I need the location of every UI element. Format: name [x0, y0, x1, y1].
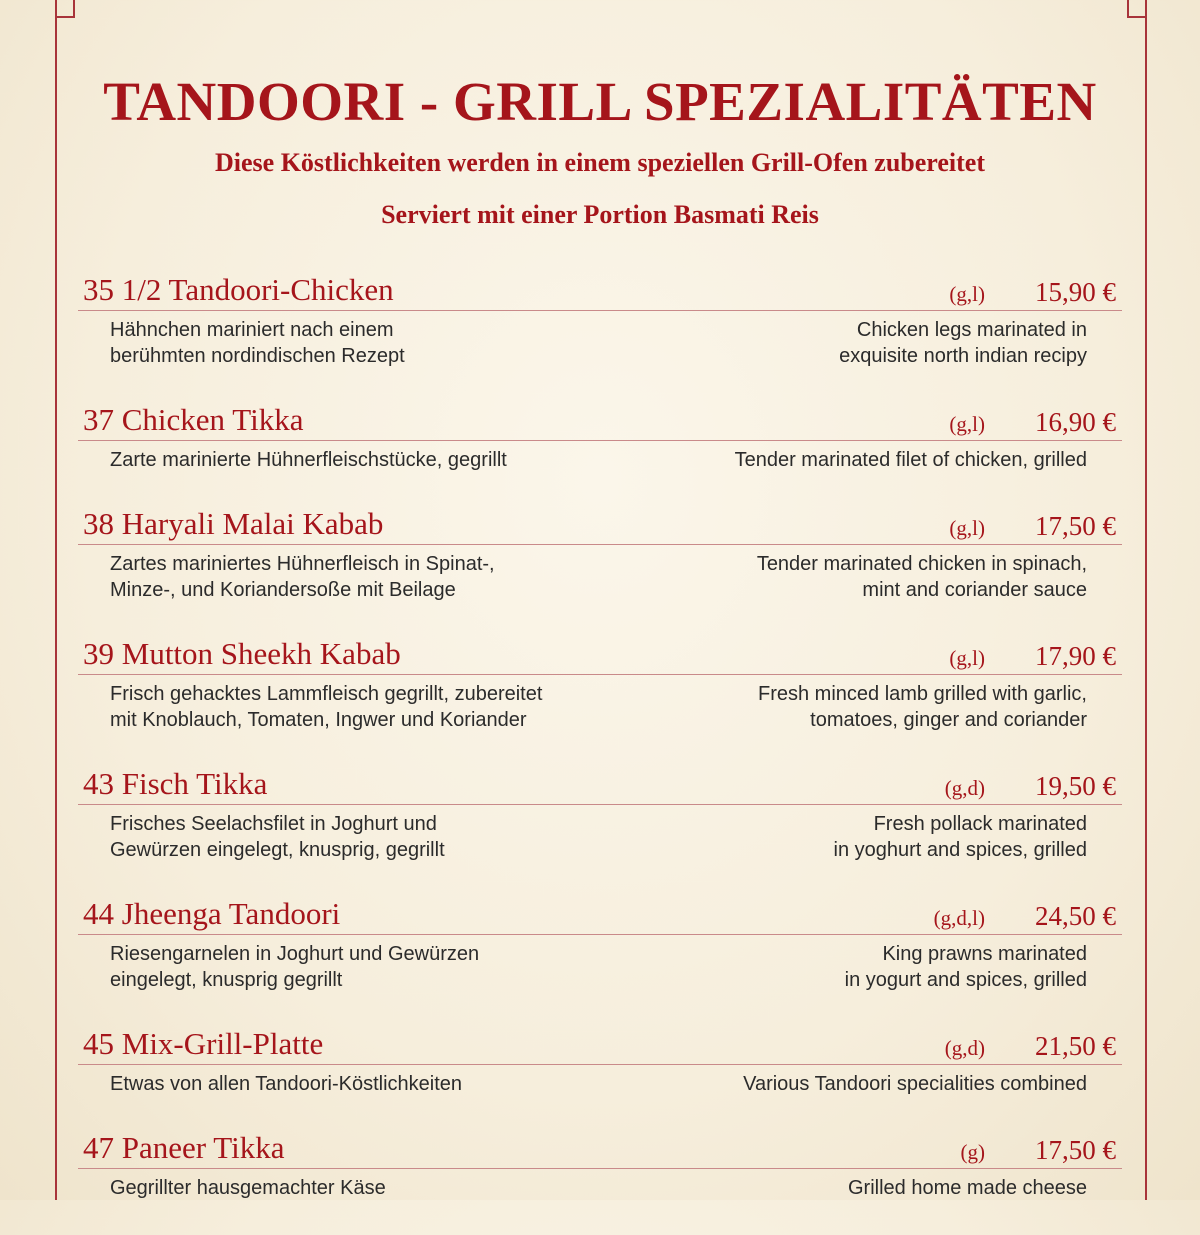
menu-item-description — [78, 1071, 1122, 1131]
menu-item-price: 21,50 € — [1035, 1031, 1116, 1061]
menu-item-paneer-tikka — [78, 1130, 1122, 1235]
menu-item-description-english: Fresh pollack marinated in yoghurt and spices, grilled — [833, 813, 1087, 861]
menu-item-tandoori-chicken — [78, 272, 1122, 377]
frame-corner-left — [55, 0, 75, 18]
menu-item-header — [78, 402, 1122, 441]
menu-item-description — [78, 551, 1122, 611]
menu-item-description — [78, 811, 1122, 871]
menu-item-description-german: Frisches Seelachsfilet in Joghurt und Gewürzen eingelegt, knusprig, gegrillt — [110, 813, 445, 861]
menu-subtitle-preparation: Diese Köstlichkeiten werden in einem speziellen Grill-Ofen zubereitet — [215, 148, 985, 177]
menu-item-description-german: Gegrillter hausgemachter Käse — [110, 1177, 386, 1199]
menu-item-description-english: Chicken legs marinated in exquisite north indian recipy — [839, 319, 1087, 367]
menu-item-description-english: Various Tandoori specialities combined — [743, 1073, 1087, 1095]
menu-item-description-german: Zarte marinierte Hühnerfleischstücke, gegrillt — [110, 449, 507, 471]
menu-item-price: 16,90 € — [1035, 407, 1116, 437]
menu-item-name: 47 Paneer Tikka — [83, 1130, 285, 1165]
menu-item-mix-grill-platte — [78, 1026, 1122, 1131]
frame-border-left — [55, 0, 57, 1200]
menu-item-name: 45 Mix-Grill-Platte — [83, 1026, 324, 1061]
menu-item-description — [78, 317, 1122, 377]
menu-item-allergens: (g,l) — [949, 412, 985, 436]
menu-item-allergens: (g,d) — [944, 776, 985, 800]
menu-item-name: 35 1/2 Tandoori-Chicken — [83, 272, 394, 307]
menu-item-price: 17,50 € — [1035, 511, 1116, 541]
menu-item-description-english: Grilled home made cheese — [847, 1177, 1087, 1199]
menu-item-allergens: (g,l) — [949, 282, 985, 306]
menu-item-price: 17,50 € — [1035, 1135, 1116, 1165]
menu-item-name: 39 Mutton Sheekh Kabab — [83, 636, 401, 671]
menu-item-allergens: (g) — [960, 1140, 985, 1164]
menu-item-description-english: King prawns marinated in yogurt and spices, grilled — [844, 943, 1087, 991]
menu-item-name: 43 Fisch Tikka — [83, 766, 268, 801]
menu-item-mutton-sheekh-kabab — [78, 636, 1122, 741]
menu-item-fisch-tikka — [78, 766, 1122, 871]
menu-item-price: 17,90 € — [1035, 641, 1116, 671]
menu-item-description — [78, 681, 1122, 741]
menu-item-allergens: (g,d,l) — [933, 906, 985, 930]
menu-item-description-german: Riesengarnelen in Joghurt und Gewürzen eingelegt, knusprig gegrillt — [110, 943, 480, 991]
menu-item-price: 15,90 € — [1035, 277, 1116, 307]
menu-item-header — [78, 766, 1122, 805]
menu-item-header — [78, 636, 1122, 675]
menu-item-name: 44 Jheenga Tandoori — [83, 896, 341, 931]
menu-item-description-german: Etwas von allen Tandoori-Köstlichkeiten — [110, 1073, 463, 1095]
menu-item-description-german: Hähnchen mariniert nach einem berühmten nordindischen Rezept — [110, 319, 405, 367]
menu-item-description — [78, 447, 1122, 507]
menu-item-name: 37 Chicken Tikka — [83, 402, 304, 437]
menu-item-description-german: Frisch gehacktes Lammfleisch gegrillt, zubereitet mit Knoblauch, Tomaten, Ingwer und Koriander — [110, 683, 543, 731]
menu-item-price: 19,50 € — [1035, 771, 1116, 801]
menu-item-name: 38 Haryali Malai Kabab — [83, 506, 384, 541]
menu-item-jheenga-tandoori — [78, 896, 1122, 1001]
menu-item-allergens: (g,l) — [949, 646, 985, 670]
menu-item-price: 24,50 € — [1035, 901, 1116, 931]
menu-item-header — [78, 272, 1122, 311]
menu-item-header — [78, 506, 1122, 545]
menu-item-description-english: Fresh minced lamb grilled with garlic, tomatoes, ginger and coriander — [757, 683, 1087, 731]
menu-item-description-english: Tender marinated filet of chicken, grilled — [734, 449, 1087, 471]
menu-item-haryali-malai-kabab — [78, 506, 1122, 611]
menu-subtitle-serving: Serviert mit einer Portion Basmati Reis — [381, 200, 819, 229]
menu-item-header — [78, 1130, 1122, 1169]
menu-item-header — [78, 896, 1122, 935]
menu-item-description — [78, 1175, 1122, 1235]
frame-border-right — [1145, 0, 1147, 1200]
menu-item-chicken-tikka — [78, 402, 1122, 507]
menu-item-allergens: (g,d) — [944, 1036, 985, 1060]
frame-corner-right — [1127, 0, 1147, 18]
menu-title: TANDOORI - GRILL SPEZIALITÄTEN — [103, 71, 1097, 132]
menu-item-header — [78, 1026, 1122, 1065]
menu-item-description — [78, 941, 1122, 1001]
menu-item-description-german: Zartes mariniertes Hühnerfleisch in Spinat-, Minze-, und Koriandersoße mit Beilage — [110, 553, 495, 601]
menu-item-allergens: (g,l) — [949, 516, 985, 540]
menu-item-description-english: Tender marinated chicken in spinach, mint and coriander sauce — [756, 553, 1087, 601]
